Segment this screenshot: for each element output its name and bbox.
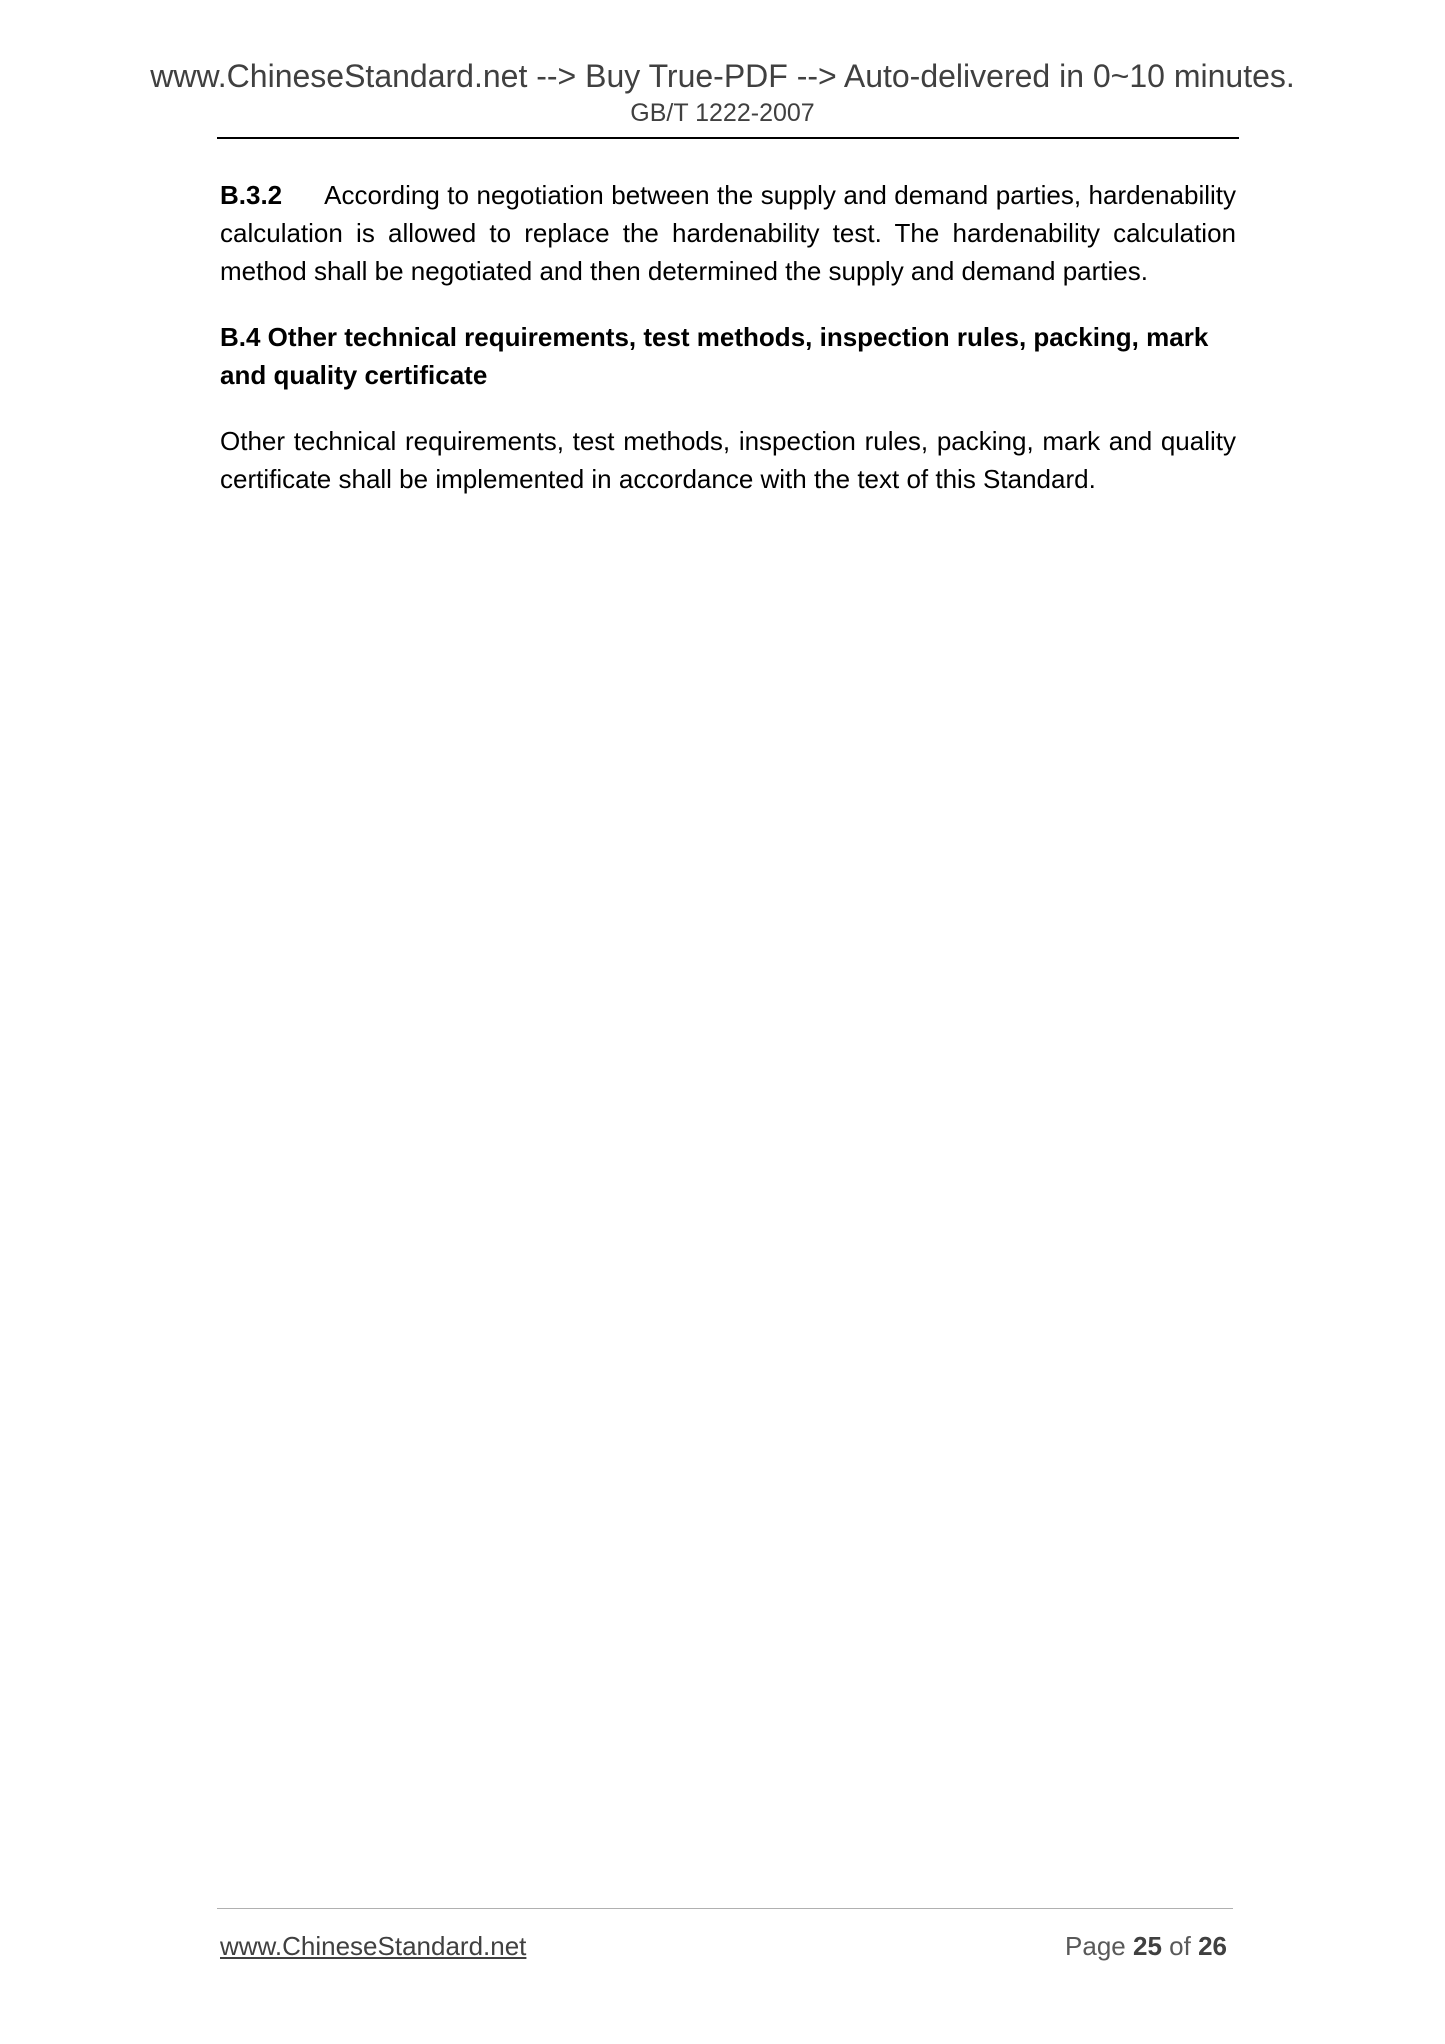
- of-word: of: [1169, 1931, 1191, 1961]
- page-header: [0, 56, 1445, 128]
- clause-b-3-2: [220, 176, 1236, 290]
- footer-divider: [217, 1908, 1233, 1909]
- clause-text: According to negotiation between the supply and demand parties, hardenability calculation is allowed to replace the hardenability test. The hardenability calculation method shall be negotiated and then determined the supply and demand parties.: [220, 180, 1236, 286]
- clause-number: B.3.2: [220, 180, 283, 210]
- page-word: Page: [1065, 1931, 1126, 1961]
- footer-site-link[interactable]: www.ChineseStandard.net: [220, 1931, 527, 1961]
- section-heading-b-4: B.4 Other technical requirements, test methods, inspection rules, packing, mark and quality certificate: [220, 322, 1209, 390]
- total-pages: 26: [1198, 1931, 1227, 1961]
- header-divider: [217, 137, 1239, 139]
- current-page: 25: [1133, 1931, 1162, 1961]
- section-b-4-text: Other technical requirements, test methods, inspection rules, packing, mark and quality certificate shall be implemented in accordance with the text of this Standard.: [220, 426, 1236, 494]
- page-number: [1065, 1929, 1227, 1963]
- document-body: [220, 176, 1236, 526]
- standard-code: GB/T 1222-2007: [630, 99, 815, 127]
- header-banner: www.ChineseStandard.net --> Buy True-PDF --> Auto-delivered in 0~10 minutes.: [150, 58, 1295, 94]
